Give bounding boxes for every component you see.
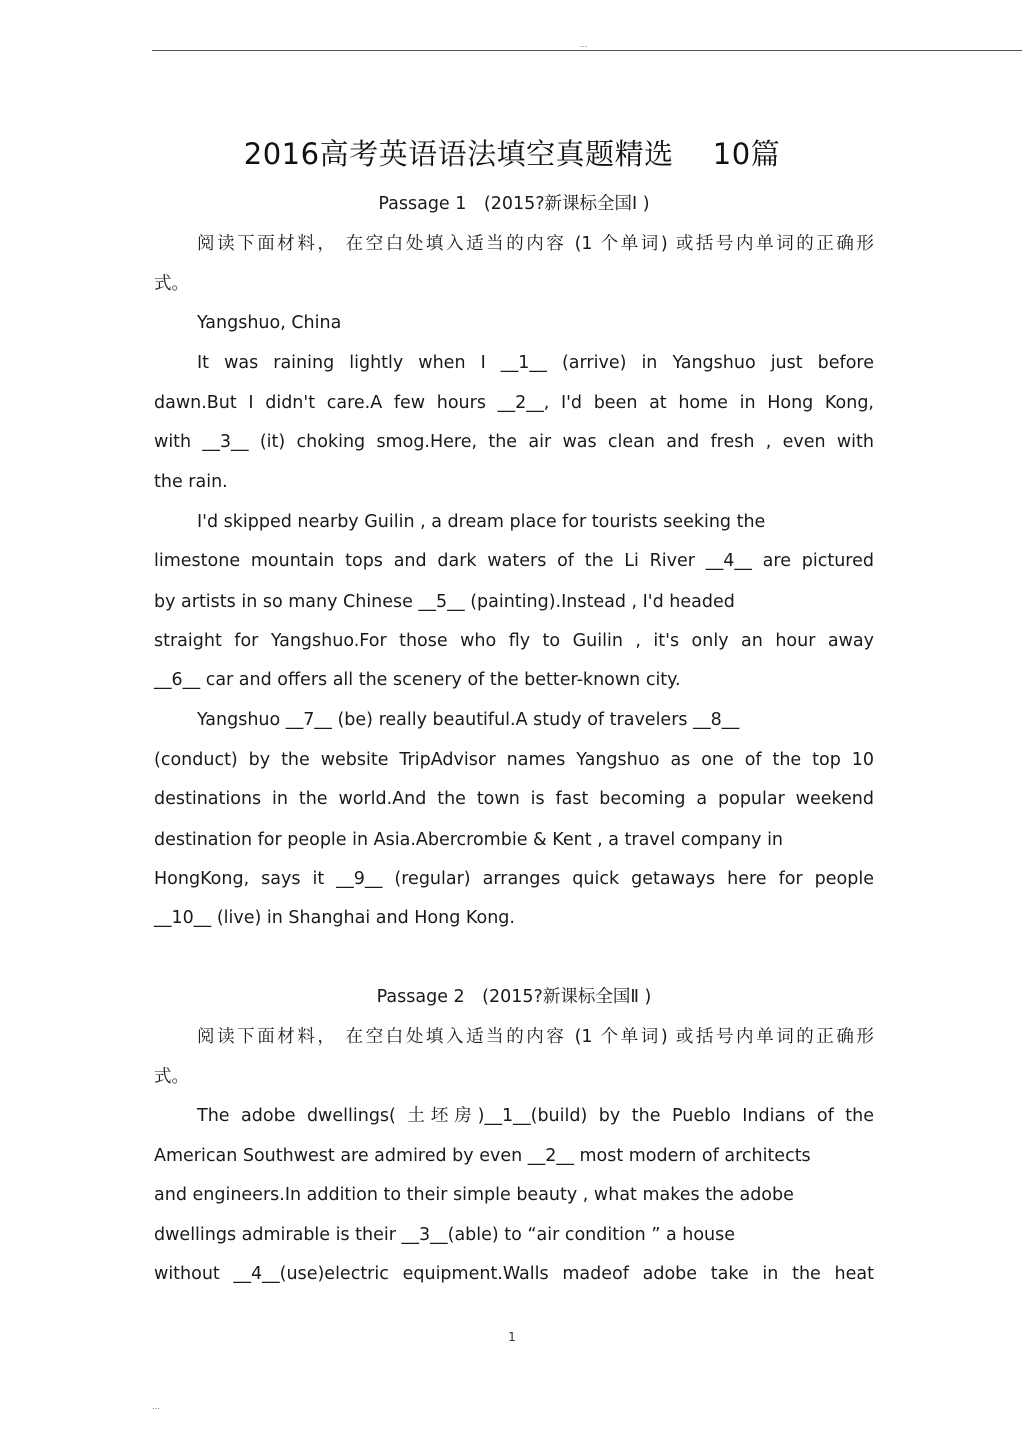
passage-1-line: straight for Yangshuo.For those who fly to Guilin , it's only an hour away	[154, 631, 874, 651]
passage-2-line: American Southwest are admired by even __2__ most modern of architects	[154, 1146, 811, 1166]
passage-1-line: with __3__ (it) choking smog.Here, the air was clean and fresh , even with	[154, 432, 874, 452]
header-rule	[152, 50, 1022, 51]
passage-2-instruction: 阅读下面材料， 在空白处填入适当的内容 (1 个单词) 或括号内单词的正确形	[197, 1027, 874, 1047]
passage-1-instruction-end: 式。	[154, 274, 189, 294]
passage-1-line: destinations in the world.And the town is fast becoming a popular weekend	[154, 789, 874, 809]
passage-1-line: (conduct) by the website TripAdvisor names Yangshuo as one of the top 10	[154, 750, 874, 770]
passage-1-instruction: 阅读下面材料， 在空白处填入适当的内容 (1 个单词) 或括号内单词的正确形	[197, 234, 874, 254]
passage-2-heading: Passage 2 (2015?新课标全国Ⅱ )	[376, 987, 652, 1007]
passage-2-instruction-end: 式。	[154, 1067, 189, 1087]
passage-1-line: limestone mountain tops and dark waters of the Li River __4__ are pictured	[154, 551, 874, 571]
passage-1-line: destination for people in Asia.Abercrombie & Kent , a travel company in	[154, 830, 784, 850]
passage-1-line: Yangshuo __7__ (be) really beautiful.A study of travelers __8__	[197, 710, 740, 730]
passage-1-heading: Passage 1 (2015?新课标全国Ⅰ )	[378, 194, 650, 214]
passage-1-line: HongKong, says it __9__ (regular) arranges quick getaways here for people	[154, 869, 874, 889]
passage-1-line: the rain.	[154, 472, 228, 492]
footer-mark: ...	[152, 1402, 160, 1411]
page-number: 1	[508, 1330, 516, 1344]
passage-2-line: and engineers.In addition to their simple beauty , what makes the adobe	[154, 1185, 794, 1205]
page-title: 2016高考英语语法填空真题精选 10篇	[243, 137, 781, 171]
passage-1-line: It was raining lightly when I __1__ (arrive) in Yangshuo just before	[197, 353, 874, 373]
passage-1-line: I'd skipped nearby Guilin , a dream place for tourists seeking the	[197, 512, 766, 532]
header-mark: ...	[580, 40, 588, 49]
passage-1-line: Yangshuo, China	[197, 313, 342, 333]
passage-1-line: by artists in so many Chinese __5__ (painting).Instead , I'd headed	[154, 592, 735, 612]
passage-1-line: dawn.But I didn't care.A few hours __2__, I'd been at home in Hong Kong,	[154, 393, 874, 413]
passage-1-line: __10__ (live) in Shanghai and Hong Kong.	[154, 908, 515, 928]
passage-1-line: __6__ car and offers all the scenery of the better-known city.	[154, 670, 681, 690]
passage-2-line: dwellings admirable is their __3__(able) to “air condition ” a house	[154, 1225, 736, 1245]
passage-2-line: The adobe dwellings( 土坯房)__1__(build) by the Pueblo Indians of the	[197, 1106, 874, 1126]
passage-2-line: without __4__(use)electric equipment.Walls madeof adobe take in the heat	[154, 1264, 874, 1284]
